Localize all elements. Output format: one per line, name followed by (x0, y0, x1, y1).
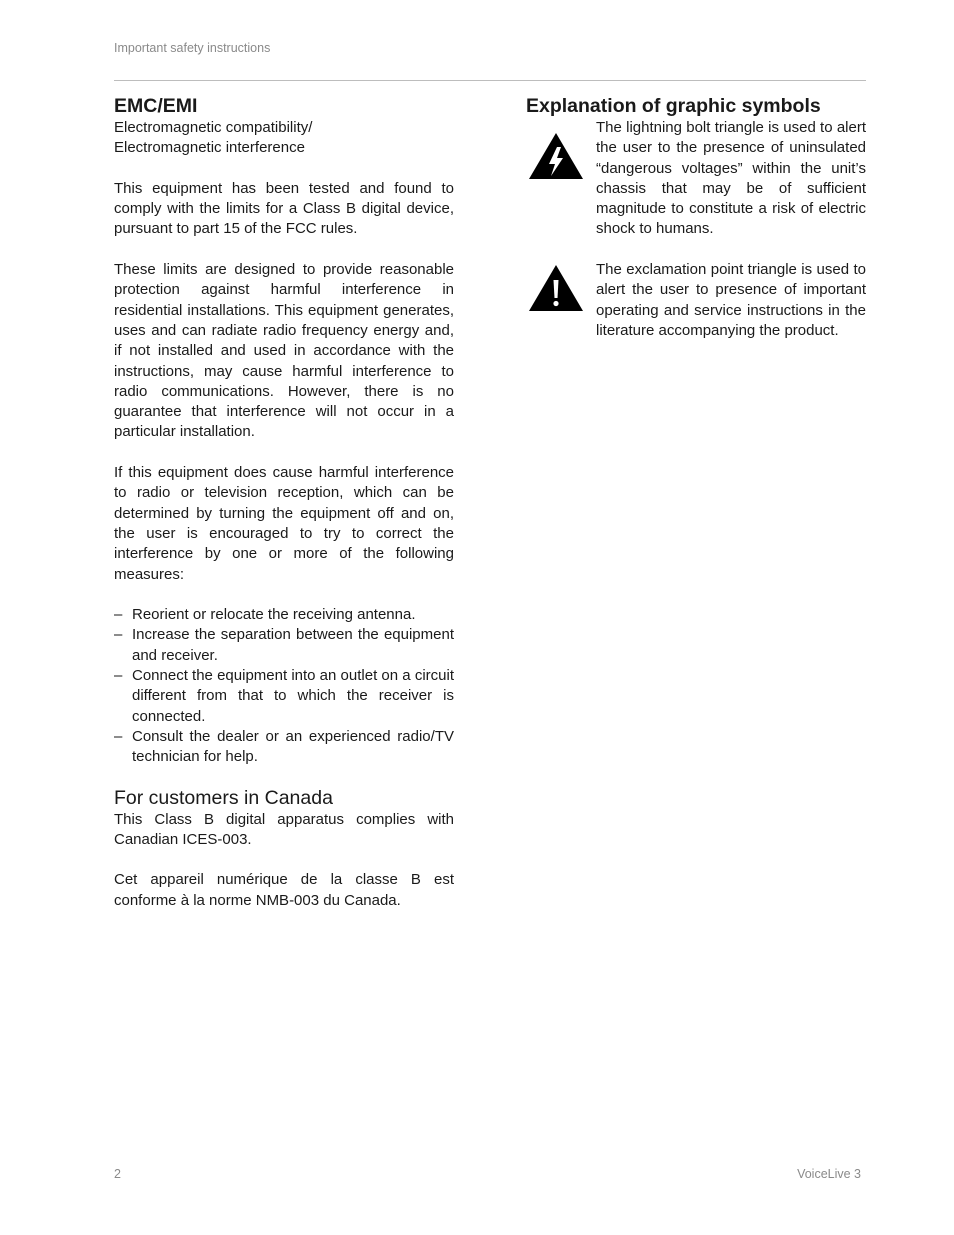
lightning-symbol-row (526, 118, 866, 260)
emc-subtitle-line2: Electromagnetic interference (114, 139, 305, 157)
emc-subtitle (114, 118, 454, 159)
emc-paragraph-2: These limits are designed to provide reasonable protection against harmful interference in residential installations. This equipment generates, uses and can radiate radio frequency energy and, if not installed and used in accordance with the instructions, may cause harmful interference to radio communications. However, there is no guarantee that interference will not occur in a particular installation. (114, 261, 454, 441)
running-head: Important safety instructions (114, 41, 271, 55)
list-dash: – (114, 667, 123, 685)
canada-paragraph-1: This Class B digital apparatus complies with Canadian ICES-003. (114, 810, 454, 848)
product-name: VoiceLive 3 (797, 1167, 861, 1181)
list-item: – Reorient or relocate the receiving antenna. (114, 605, 454, 625)
symbols-title: Explanation of graphic symbols (526, 95, 821, 117)
canada-paragraph-2: Cet appareil numérique de la classe B est conforme à la norme NMB-003 du Canada. (114, 871, 454, 909)
header-divider (114, 80, 866, 81)
page-number: 2 (114, 1167, 121, 1181)
list-dash: – (114, 606, 123, 624)
exclamation-triangle-icon (528, 264, 584, 312)
emc-paragraph-3: If this equipment does cause harmful interference to radio or television reception, which can be determined by turning the equipment off and on, the user is encouraged to try to correct the interference by one or more of the following measures: (114, 464, 454, 583)
emc-paragraph-1: This equipment has been tested and found to comply with the limits for a Class B digital device, pursuant to part 15 of the FCC rules. (114, 179, 454, 238)
right-column (526, 94, 866, 380)
exclamation-description: The exclamation point triangle is used to alert the user to presence of important operating and service instructions in the literature accompanying the product. (596, 261, 866, 339)
list-dash: – (114, 626, 123, 644)
canada-title: For customers in Canada (114, 786, 333, 809)
list-item: – Connect the equipment into an outlet on a circuit different from that to which the receiver is connected. (114, 667, 454, 725)
list-item: – Increase the separation between the equipment and receiver. (114, 626, 454, 664)
measures-list (114, 605, 454, 767)
left-column (114, 94, 454, 911)
emc-subtitle-line1: Electromagnetic compatibility/ (114, 119, 313, 136)
list-dash: – (114, 727, 123, 745)
lightning-bolt-triangle-icon (528, 132, 584, 180)
list-item: – Consult the dealer or an experienced radio/TV technician for help. (114, 727, 454, 766)
lightning-description: The lightning bolt triangle is used to alert the user to the presence of uninsulated “dangerous voltages” within the unit’s chassis that may be of sufficient magnitude to constitute a risk of electric shock to humans. (596, 119, 866, 238)
exclamation-symbol-row (526, 260, 866, 380)
emc-title: EMC/EMI (114, 95, 198, 117)
